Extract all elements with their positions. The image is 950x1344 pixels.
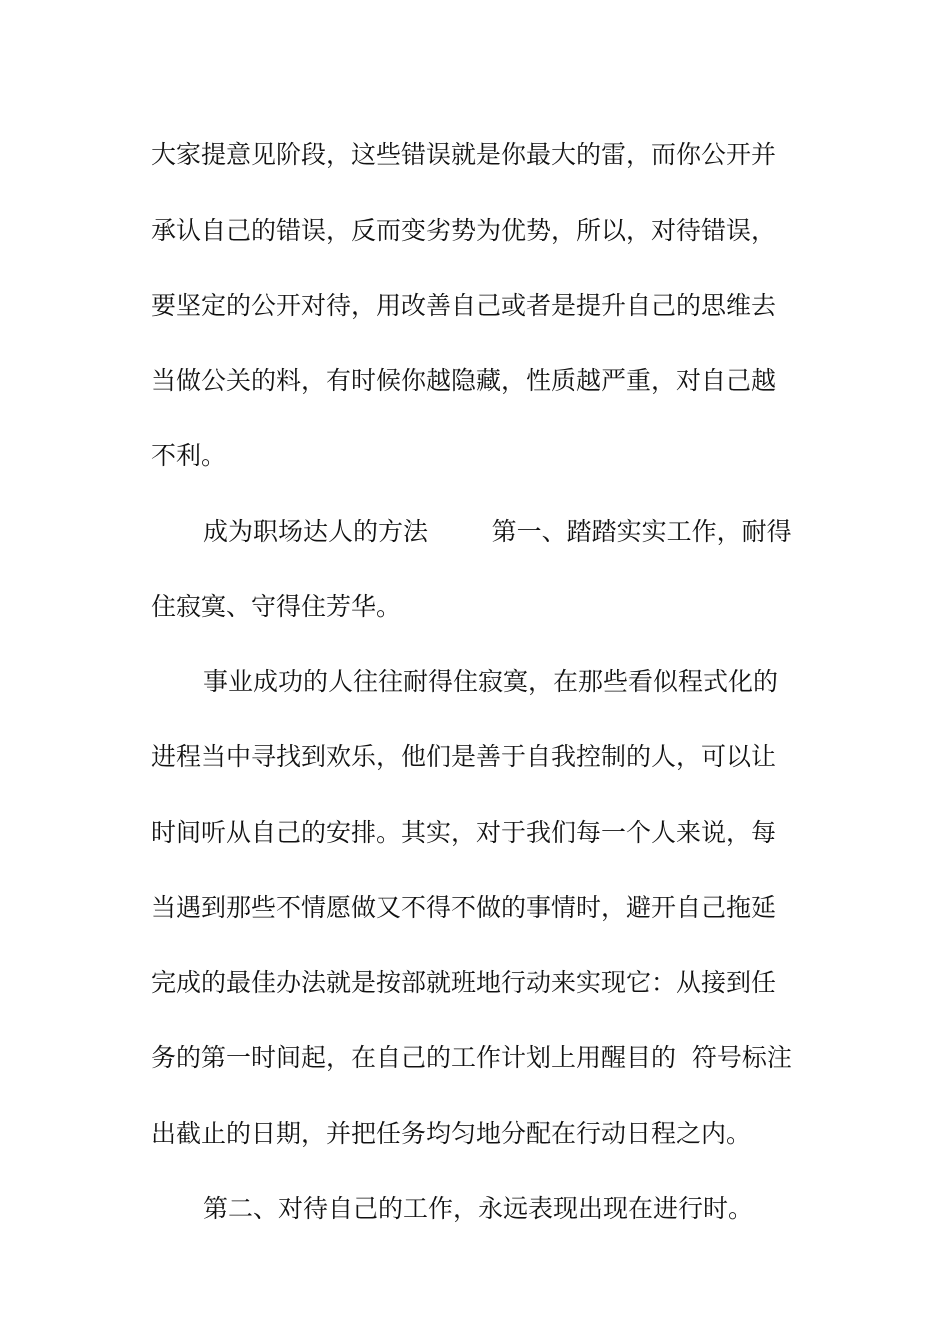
text-line: 不利。 (151, 441, 227, 470)
text-line: 承认自己的错误，反而变劣势为优势，所以，对待错误， (151, 216, 777, 245)
text-line: 成为职场达人的方法 第一、踏踏实实工作，耐得 (203, 517, 792, 546)
text-line: 时间听从自己的安排。其实，对于我们每一个人来说，每 (151, 818, 777, 847)
text-line: 第二、对待自己的工作，永远表现出现在进行时。 (203, 1194, 754, 1223)
text-line: 出截止的日期，并把任务均匀地分配在行动日程之内。 (151, 1119, 752, 1148)
text-line: 大家提意见阶段，这些错误就是你最大的雷，而你公开并 (151, 140, 777, 169)
text-line: 当遇到那些不情愿做又不得不做的事情时，避开自己拖延 (151, 893, 777, 922)
text-line: 住寂寞、守得住芳华。 (151, 592, 402, 621)
text-line: 完成的最佳办法就是按部就班地行动来实现它：从接到任 (151, 968, 777, 997)
text-line: 当做公关的料，有时候你越隐藏，性质越严重，对自己越 (151, 366, 777, 395)
text-line: 务的第一时间起，在自己的工作计划上用醒目的 符号标注 (151, 1043, 792, 1072)
text-line: 进程当中寻找到欢乐，他们是善于自我控制的人，可以让 (151, 742, 777, 771)
text-line: 事业成功的人往往耐得住寂寞，在那些看似程式化的 (203, 667, 779, 696)
text-line: 要坚定的公开对待，用改善自己或者是提升自己的思维去 (151, 291, 777, 320)
